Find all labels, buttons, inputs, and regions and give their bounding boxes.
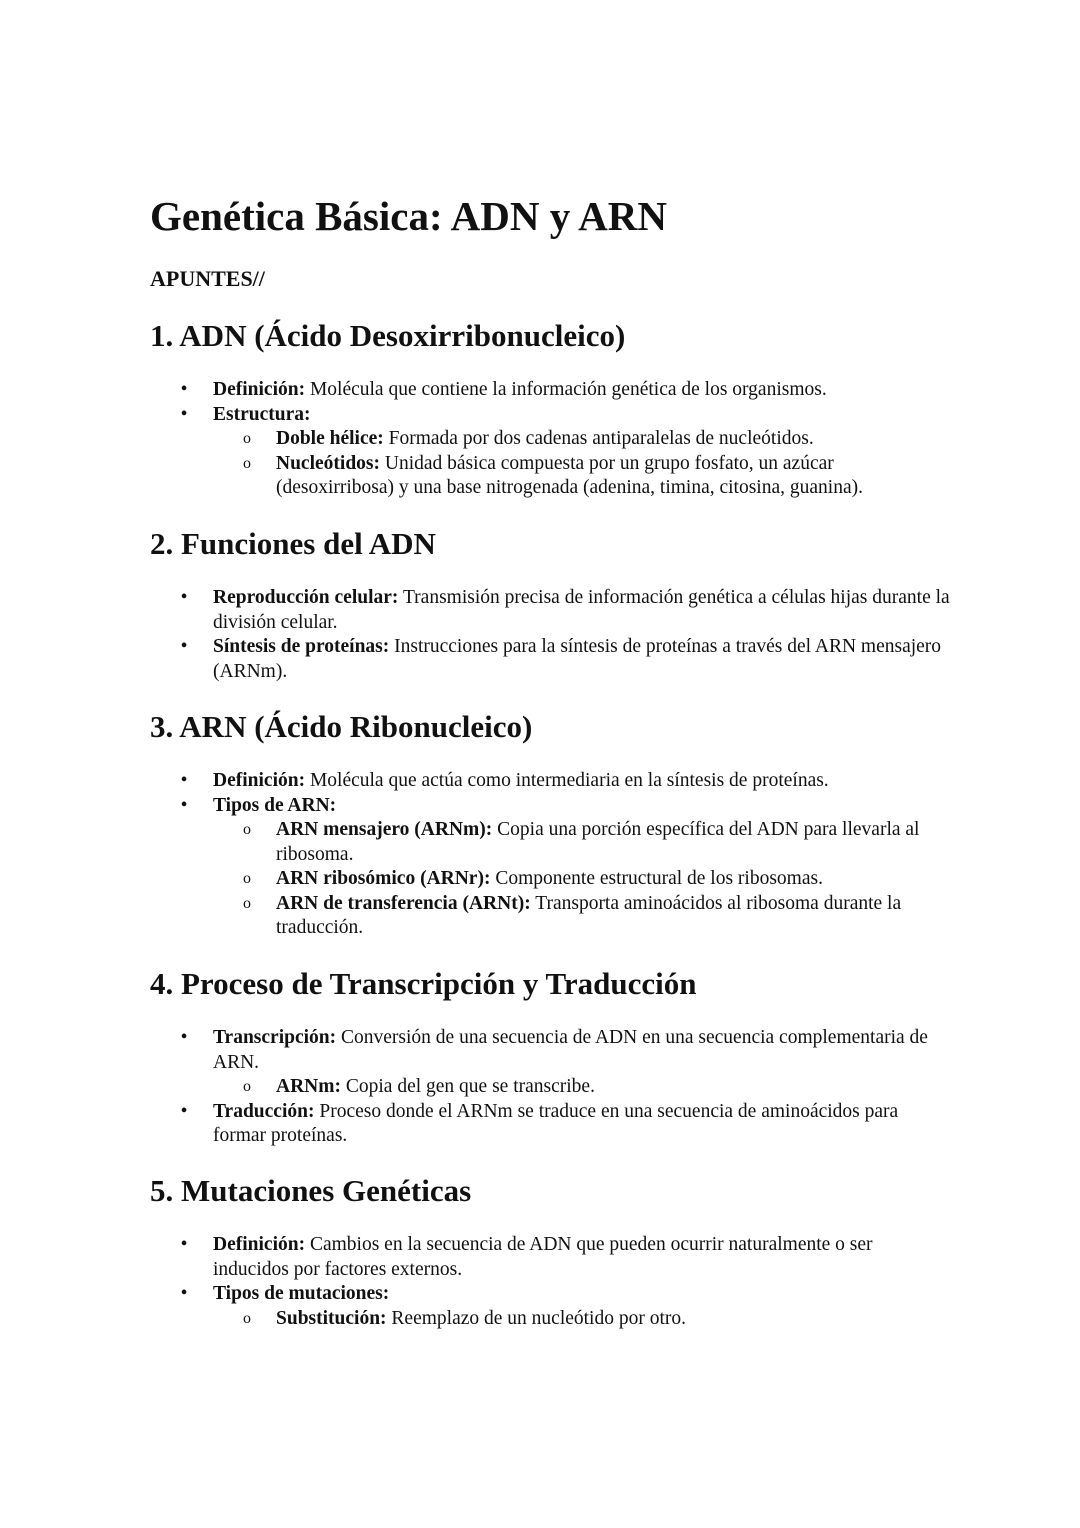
list-item [150, 1100, 950, 1149]
circle-bullet-icon: o [243, 430, 251, 447]
term-label: ARNm: [276, 1076, 341, 1097]
document-title: Genética Básica: ADN y ARN [150, 193, 668, 239]
circle-bullet-icon: o [243, 454, 251, 472]
sub-list [213, 427, 950, 501]
section-transcripcion-traduccion [150, 965, 950, 1149]
sub-list [213, 1075, 950, 1100]
list-item [150, 1282, 950, 1331]
term-label: Doble hélice: [276, 428, 384, 449]
term-label: Traducción: [213, 1100, 315, 1122]
item-text: Molécula que actúa como intermediaria en la síntesis de proteínas. [305, 770, 829, 791]
term-label: Definición: [213, 379, 306, 400]
term-label: Definición: [213, 1234, 306, 1255]
sub-list-item [213, 452, 950, 501]
term-label: ARN mensajero (ARNm): [276, 819, 493, 840]
sub-list [213, 1307, 950, 1332]
item-text: Copia del gen que se transcribe. [340, 1076, 595, 1097]
bullet-icon: • [180, 1283, 188, 1304]
term-label: Tipos de mutaciones: [213, 1283, 390, 1304]
bullet-list [150, 378, 950, 501]
sub-list-item [213, 867, 950, 892]
list-item [150, 769, 950, 794]
circle-bullet-icon: o [243, 1309, 251, 1327]
item-text: Componente estructural de los ribosomas. [490, 868, 823, 889]
item-text: Copia una porción específica del ADN para llevarla al ribosoma. [276, 819, 920, 865]
term-label: Nucleótidos: [276, 452, 380, 474]
term-label: Substitución: [276, 1307, 387, 1329]
section-heading: 1. ADN (Ácido Desoxirribonucleico) [150, 318, 626, 353]
bullet-list [150, 1233, 950, 1331]
sub-list-item [213, 1307, 950, 1332]
bullet-list [150, 769, 950, 941]
term-label: ARN de transferencia (ARNt): [276, 892, 531, 914]
bullet-icon: • [180, 379, 188, 400]
term-label: Tipos de ARN: [213, 794, 337, 816]
circle-bullet-icon: o [243, 870, 251, 887]
bullet-icon: • [180, 770, 188, 791]
item-text: Instrucciones para la síntesis de proteínas a través del ARN mensajero (ARNm). [213, 636, 942, 682]
sub-list-item [213, 427, 950, 452]
bullet-icon: • [180, 1027, 188, 1048]
list-item [150, 378, 950, 403]
section-heading: 2. Funciones del ADN [150, 526, 436, 561]
section-heading: 4. Proceso de Transcripción y Traducción [150, 966, 697, 1001]
bullet-list [150, 1026, 950, 1149]
item-text: Formada por dos cadenas antiparalelas de nucleótidos. [383, 428, 814, 449]
circle-bullet-icon: o [243, 1078, 251, 1095]
list-item [150, 635, 950, 684]
item-text: Cambios en la secuencia de ADN que pueden ocurrir naturalmente o ser inducidos por factores externos. [213, 1234, 873, 1280]
item-text: Unidad básica compuesta por un grupo fosfato, un azúcar (desoxirribosa) y una base nitrogenada (adenina, timina, citosina, guanina). [276, 452, 863, 498]
circle-bullet-icon: o [243, 894, 251, 912]
section-arn [150, 708, 950, 941]
bullet-icon: • [180, 587, 188, 608]
list-item [150, 403, 950, 501]
term-label: Definición: [213, 770, 306, 791]
section-heading: 3. ARN (Ácido Ribonucleico) [150, 709, 533, 744]
list-item [150, 1233, 950, 1282]
item-text: Molécula que contiene la información genética de los organismos. [305, 379, 827, 400]
item-text: Transmisión precisa de información genética a células hijas durante la división celular. [213, 587, 950, 633]
term-label: Reproducción celular: [213, 587, 399, 608]
section-adn [150, 317, 950, 501]
bullet-icon: • [180, 794, 188, 816]
term-label: ARN ribosómico (ARNr): [276, 868, 491, 889]
term-label: Síntesis de proteínas: [213, 636, 390, 657]
section-mutaciones [150, 1172, 950, 1331]
bullet-icon: • [180, 1100, 188, 1122]
bullet-icon: • [180, 1234, 188, 1255]
document-subtitle: APUNTES// [150, 266, 265, 291]
section-heading: 5. Mutaciones Genéticas [150, 1173, 472, 1208]
sub-list [213, 818, 950, 941]
section-funciones-adn [150, 525, 950, 684]
circle-bullet-icon: o [243, 821, 251, 838]
list-item [150, 1026, 950, 1100]
list-item [150, 586, 950, 635]
bullet-list [150, 586, 950, 684]
list-item [150, 794, 950, 941]
term-label: Transcripción: [213, 1027, 337, 1048]
item-text: Transporta aminoácidos al ribosoma durante la traducción. [276, 892, 902, 938]
item-text: Conversión de una secuencia de ADN en una secuencia complementaria de ARN. [213, 1027, 928, 1073]
bullet-icon: • [180, 636, 188, 657]
sub-list-item [213, 1075, 950, 1100]
bullet-icon: • [180, 403, 188, 425]
sub-list-item [213, 892, 950, 941]
item-text: Proceso donde el ARNm se traduce en una secuencia de aminoácidos para formar proteínas. [213, 1100, 899, 1146]
term-label: Estructura: [213, 403, 311, 425]
sub-list-item [213, 818, 950, 867]
item-text: Reemplazo de un nucleótido por otro. [386, 1307, 687, 1329]
